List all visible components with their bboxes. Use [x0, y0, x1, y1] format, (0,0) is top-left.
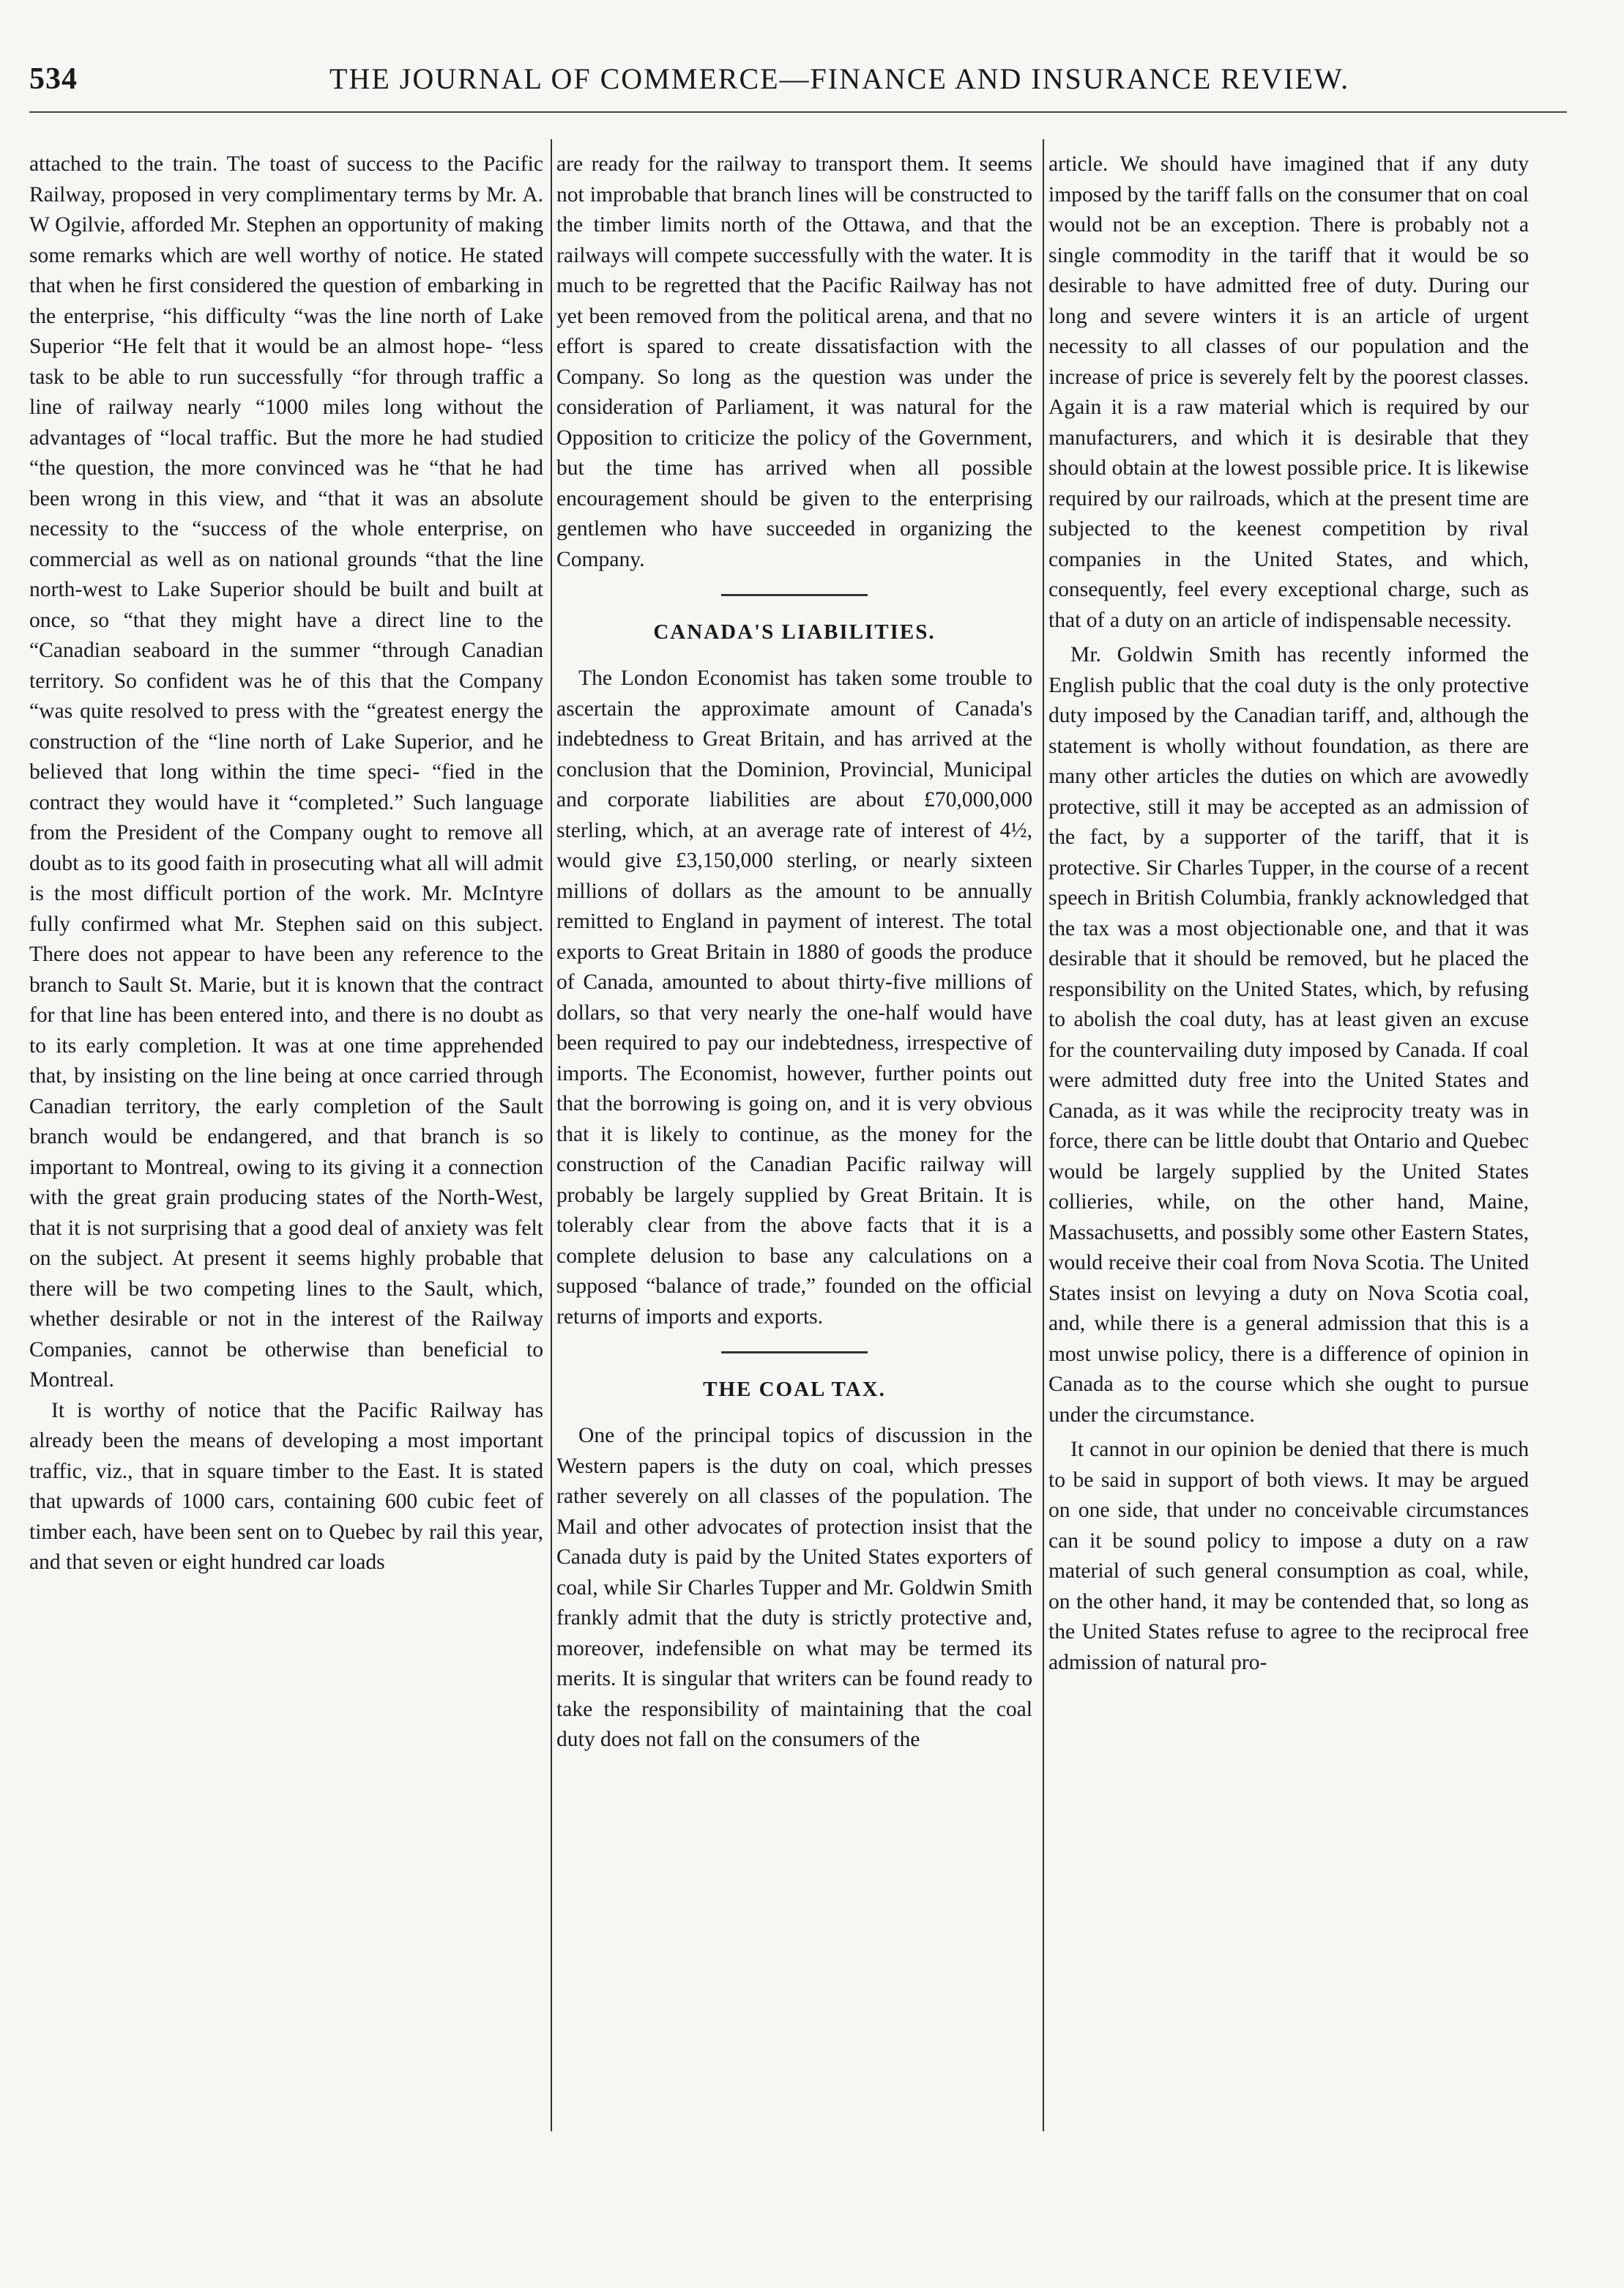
- journal-title: THE JOURNAL OF COMMERCE—FINANCE AND INSURANCE REVIEW.: [329, 62, 1350, 95]
- section-headline-canadas-liabilities: CANADA'S LIABILITIES.: [653, 620, 936, 644]
- section-separator: [721, 594, 868, 596]
- section-headline-coal-tax: THE COAL TAX.: [703, 1378, 886, 1401]
- column-divider: [1043, 139, 1044, 2131]
- column-2: [556, 149, 1032, 2259]
- column-divider: [551, 139, 552, 2131]
- column-3: [1048, 149, 1529, 2259]
- page-number: 534: [29, 62, 78, 96]
- article-paragraph: attached to the train. The toast of success to the Pacific Railway, proposed in very complimentary terms by Mr. A. W Ogilvie, afforded Mr. Stephen an opportunity of making some remarks which are well worthy of notice. He stated that when he first considered the question of embarking in the enterprise, “his difficulty “was the line north of Lake Superior “He felt that it would be an almost hope- “less task to be able to run successfully “for through traffic a line of railway nearly “1000 miles long without the advantages of “local traffic. But the more he had studied “the question, the more convinced was he “that he had been wrong in this view, and “that it was an absolute necessity to the “success of the whole enterprise, on commercial as well as on national grounds “that the line north-west to Lake Superior should be built and built at once, so “that they might have a direct line to the “Canadian seaboard in the summer “through Canadian territory. So confident was he of this that the Company “was quite resolved to press with the “greatest energy the construction of the “line north of Lake Superior, and he believed that long within the time speci- “fied in the contract they would have it “completed.” Such language from the President of the Company ought to remove all doubt as to its good faith in prosecuting what all will admit is the most difficult portion of the work. Mr. McIntyre fully confirmed what Mr. Stephen said on this subject. There does not appear to have been any reference to the branch to Sault St. Marie, but it is known that the contract for that line has been entered into, and there is no doubt as to its early completion. It was at one time apprehended that, by insisting on the line being at once carried through Canadian territory, the early completion of the Sault branch would be endangered, and that branch is so important to Montreal, owing to its giving it a connection with the great grain producing states of the North-West, that it is not surprising that a good deal of anxiety was felt on the subject. At present it seems highly probable that there will be two competing lines to the Sault, which, whether desirable or not in the interest of the Railway Companies, cannot be otherwise than beneficial to Montreal.: [29, 152, 543, 1392]
- section-separator: [721, 1351, 868, 1353]
- article-paragraph: Mr. Goldwin Smith has recently informed the English public that the coal duty is the only protective duty imposed by the Canadian tariff, and, although the statement is wholly without foundation, as there are many other articles the duties on which are avowedly protective, still it may be accepted as an admission of the fact, by a supporter of the tariff, that it is protective. Sir Charles Tupper, in the course of a recent speech in British Columbia, frankly acknowledged that the tax was a most objectionable one, and that it was desirable that it should be removed, but he placed the responsibility on the United States, which, by refusing to abolish the coal duty, has at least given an excuse for the countervailing duty imposed by Canada. If coal were admitted duty free into the United States and Canada, as it was while the reciprocity treaty was in force, there can be little doubt that Ontario and Quebec would be largely supplied by the United States collieries, while, on the other hand, Maine, Massachusetts, and possibly some other Eastern States, would receive their coal from Nova Scotia. The United States insist on levying a duty on Nova Scotia coal, and, while there is a general admission that this is a most unwise policy, there is a difference of opinion in Canada as to the course which she ought to pursue under the circumstance.: [1048, 643, 1529, 1427]
- article-paragraph: It is worthy of notice that the Pacific Railway has already been the means of developing a most important traffic, viz., that in square timber to the East. It is stated that upwards of 1000 cars, containing 600 cubic feet of timber each, have been sent on to Quebec by rail this year, and that seven or eight hundred car loads: [29, 1398, 543, 1574]
- column-1: [29, 149, 543, 2259]
- article-paragraph: It cannot in our opinion be denied that there is much to be said in support of both views. It may be argued on one side, that under no conceivable circumstances can it be sound policy to impose a duty on a raw material of such general consumption as coal, while, on the other hand, it may be contended that, so long as the United States refuse to agree to the reciprocal free admission of natural pro-: [1048, 1438, 1529, 1674]
- article-paragraph: article. We should have imagined that if any duty imposed by the tariff falls on the consumer that on coal would not be an exception. There is probably not a single commodity in the tariff that it would be so desirable to have admitted free of duty. During our long and severe winters it is an article of urgent necessity to all classes of our population and the increase of price is severely felt by the poorest classes. Again it is a raw material which is required by our manufacturers, and which it is desirable that they should obtain at the lowest possible price. It is likewise required by our railroads, which at the present time are subjected to the keenest competition by rival companies in the United States, and which, consequently, feel every exceptional charge, such as that of a duty on an article of indispensable necessity.: [1048, 152, 1529, 632]
- article-paragraph: One of the principal topics of discussion in the Western papers is the duty on coal, which presses rather severely on all classes of the population. The Mail and other advocates of protection insist that the Canada duty is paid by the United States exporters of coal, while Sir Charles Tupper and Mr. Goldwin Smith frankly admit that the duty is strictly protective and, moreover, indefensible on what may be termed its merits. It is singular that writers can be found ready to take the responsibility of maintaining that the coal duty does not fall on the consumers of the: [556, 1424, 1032, 1751]
- header-rule: [29, 111, 1567, 113]
- article-paragraph: The London Economist has taken some trouble to ascertain the approximate amount of Canada's indebtedness to Great Britain, and has arrived at the conclusion that the Dominion, Provincial, Municipal and corporate liabilities are about £70,000,000 sterling, which, at an average rate of interest of 4½, would give £3,150,000 sterling, or nearly sixteen millions of dollars as the amount to be annually remitted to England in payment of interest. The total exports to Great Britain in 1880 of goods the produce of Canada, amounted to about thirty-five millions of dollars, so that very nearly the one-half would have been required to pay our indebtedness, irrespective of imports. The Economist, however, further points out that the borrowing is going on, and it is very obvious that it is likely to continue, as the money for the construction of the Canadian Pacific railway will probably be largely supplied by Great Britain. It is tolerably clear from the above facts that it is a complete delusion to base any calculations on a supposed “balance of trade,” founded on the official returns of imports and exports.: [556, 666, 1032, 1329]
- page-header: [29, 62, 1596, 105]
- article-paragraph: are ready for the railway to transport them. It seems not improbable that branch lines will be constructed to the timber limits north of the Ottawa, and that the railways will compete successfully with the water. It is much to be regretted that the Pacific Railway has not yet been removed from the political arena, and that no effort is spared to create dissatisfaction with the Company. So long as the question was under the consideration of Parliament, it was natural for the Opposition to criticize the policy of the Government, but the time has arrived when all possible encouragement should be given to the enterprising gentlemen who have succeeded in organizing the Company.: [556, 152, 1032, 571]
